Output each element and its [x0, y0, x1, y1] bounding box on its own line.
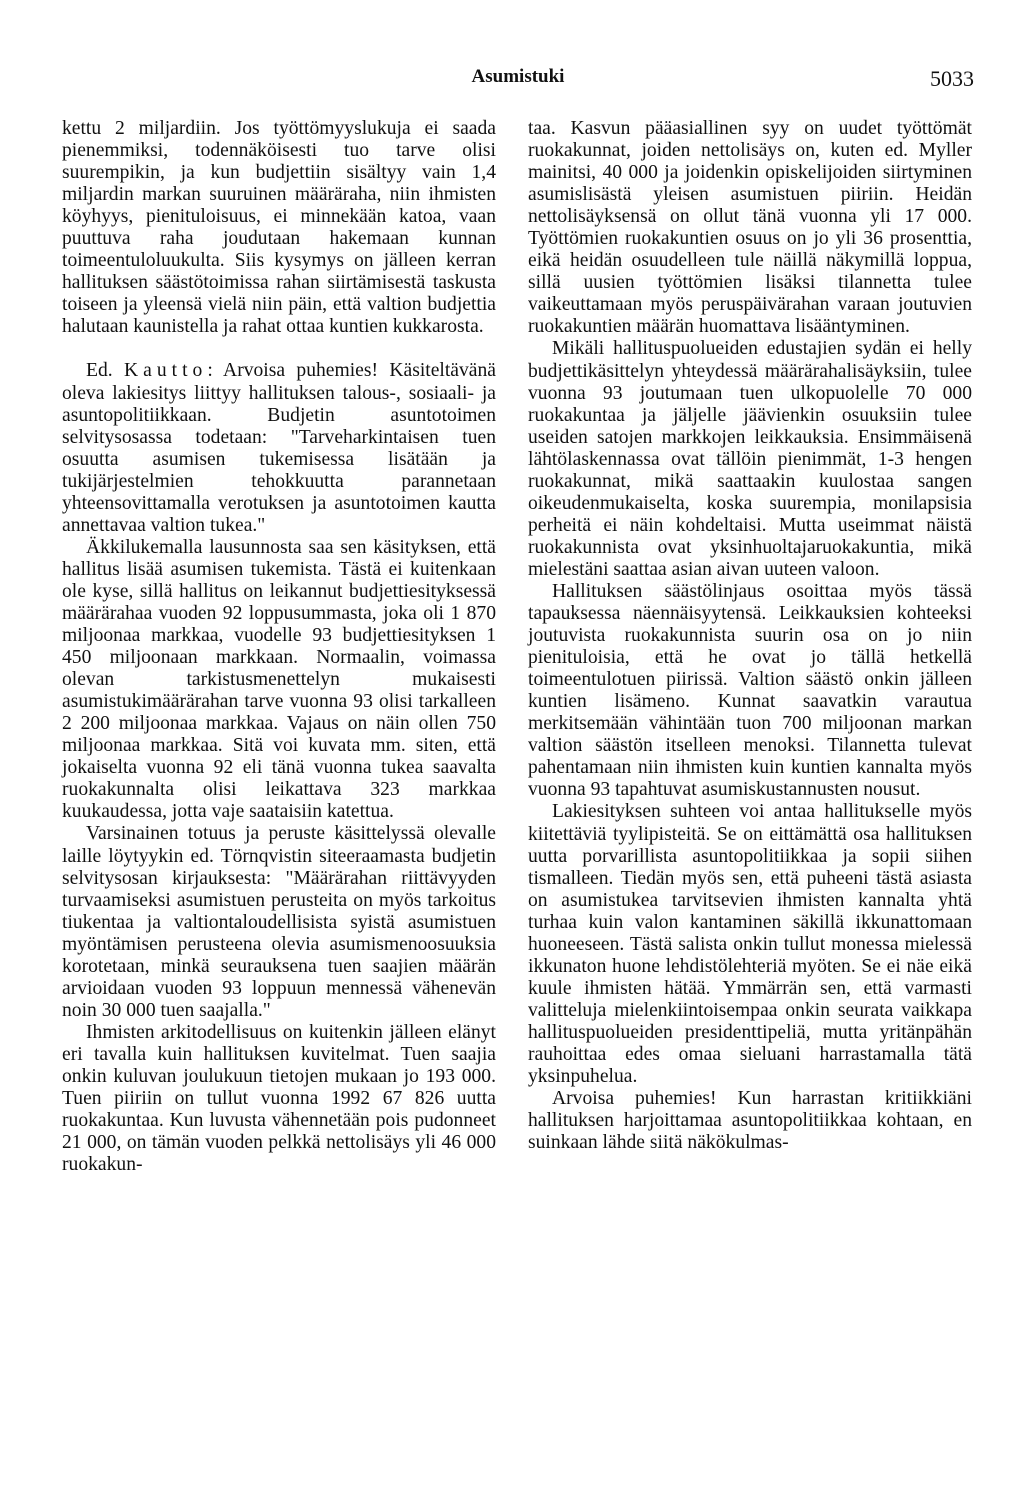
paragraph: kettu 2 miljardiin. Jos työttömyyslukuja ei saada pienemmiksi, todennäköisesti tuo tarve olisi suurempikin, ja kun budjettiin sisältyy vain 1,4 miljardin markan suuruinen määräraha, niin ihmisten köyhyys, pienituloisuus, ei minnekään katoa, vaan puuttuva raha joudutaan hakemaan kunnan toimeentuloluukulta. Siis kysymys on jälleen kerran hallituksen säästötoimissa rahan siirtämisestä taskusta toiseen ja yleensä vielä niin päin, että valtion budjettia halutaan kaunistella ja rahat ottaa kuntien kukkarosta. [62, 118, 496, 338]
speaker-prefix: Ed. [86, 360, 113, 382]
speech-text: : Arvoisa puhemies! Käsiteltävänä oleva lakiesitys liittyy hallituksen talous-, sosiaali- ja asuntopolitiikkaan. Budjetin asuntotoimen selvitysosassa todetaan: "Tarveharkintaisen tuen osuutta asumisen tukemisessa lisätään ja tukijärjestelmien tehokkuutta parannetaan yhteensovittamalla verotuksen ja asuntotoimen kautta annettavaa valtion tukea." [62, 360, 496, 536]
paragraph-gap [62, 338, 496, 360]
paragraph: Hallituksen säästölinjaus osoittaa myös tässä tapauksessa näennäisyytensä. Leikkauksien kohteeksi joutuvista ruokakunnista suurin osa on jo niin pienituloisia, että he ovat jo tällä hetkellä toimeentulotuen piirissä. Valtion säästö onkin jälleen kuntien lisämeno. Kunnat saavatkin varautua merkitsemään vähintään tuon 700 miljoonan markan valtion säästön itselleen menoksi. Tilannetta tulevat pahentamaan niin ihmisten kuin kuntien kannalta myös vuonna 93 tapahtuvat asumiskustannusten nousut. [528, 580, 972, 801]
right-column [528, 118, 972, 1154]
speaker-name: Kautto [124, 360, 208, 382]
paragraph: Mikäli hallituspuolueiden edustajien sydän ei helly budjettikäsittelyn yhteydessä määrärahalisäyksiin, tulee vuonna 93 joutumaan tuen ulkopuolelle 70 000 ruokakuntaa ja jäljelle jäävienkin osuuksiin tulee useiden satojen markkojen leikkauksia. Ensimmäisenä lähtölaskennassa ovat tällöin pienimmät, 1-3 hengen ruokakunnat, mikä saattaakin kuulostaa sangen oikeudenmukaiselta, koska suurempia, monilapsisia perheitä ei näin kohdeltaisi. Mutta useimmat näistä ruokakunnista ovat yksinhuoltajaruokakuntia, mikä mielestäni saattaa asian aivan uuteen valoon. [528, 338, 972, 580]
paragraph: Ihmisten arkitodellisuus on kuitenkin jälleen elänyt eri tavalla kuin hallituksen kuvitelmat. Tuen saajia onkin kuluvan joulukuun tietojen mukaan jo 193 000. Tuen piiriin on tullut vuonna 1992 67 826 uutta ruokakuntaa. Kun luvusta vähennetään pois pudonneet 21 000, on tämän vuoden pelkkä nettolisäys yli 46 000 ruokakun- [62, 1021, 496, 1176]
paragraph: Lakiesityksen suhteen voi antaa hallitukselle myös kiitettäviä tyylipisteitä. Se on eittämättä osa hallituksen uutta porvarillista asuntopolitiikkaa ja sopii siihen tismalleen. Tiedän myös sen, että puheeni tästä asiasta on asumistukea tarvitsevien ihmisten kannalta yhtä turhaa kuin valon kantaminen säkillä ikkunattomaan huoneeseen. Tästä salista onkin tullut monessa mielessä ikkunaton huone lehdistölehteriä myöten. Se ei näe eikä kuule ihmisten hätää. Ymmärrän sen, että varmasti valitteluja mielenkiintoisempaa onkin seurata vaikkapa hallituspuolueiden presidenttipeliä, mutta yritänpähän rauhoittaa edes omaa sieluani harrastamalla tätä yksinpuhelua. [528, 801, 972, 1088]
speaker-paragraph [62, 360, 496, 536]
paragraph: Varsinainen totuus ja peruste käsittelyssä olevalle laille löytyykin ed. Törnqvistin siteeraamasta budjetin selvitysosan kirjauksesta: "Määrärahan riittävyyden turvaamiseksi asumistuen perusteita on myös tarkoitus tiukentaa ja valtiontaloudellisista syistä asumistuen myöntämisen perusteena olevia asumismenoosuuksia korotetaan, minkä seurauksena tuen saajien määrän arvioidaan vuoden 93 loppuun mennessä vähenevän noin 30 000 tuen saajalla." [62, 823, 496, 1021]
paragraph: Äkkilukemalla lausunnosta saa sen käsityksen, että hallitus lisää asumisen tukemista. Tästä ei kuitenkaan ole kyse, sillä hallitus on leikannut budjettiesityksessä määrärahaa vuoden 92 loppusummasta, joka oli 1 870 miljoonaa markkaa, vuodelle 93 budjettiesityksen 1 450 miljoonaan markkaan. Normaalin, voimassa olevan tarkistusmenettelyn mukaisesti asumistukimäärärahan tarve vuonna 93 olisi tarkalleen 2 200 miljoonaa markkaa. Vajaus on näin ollen 750 miljoonaa markkaa. Sitä voi kuvata mm. siten, että jokaiselta vuonna 92 eli tänä vuonna tukea saavalta ruokakunnalta olisi leikattava 323 markkaa kuukaudessa, jotta vaje saataisiin katettua. [62, 536, 496, 823]
paragraph: Arvoisa puhemies! Kun harrastan kritiikkiäni hallituksen harjoittamaa asuntopolitiikkaa kohtaan, en suinkaan lähde siitä näkökulmas- [528, 1088, 972, 1154]
running-title: Asumistuki [471, 66, 565, 87]
page-number: 5033 [930, 66, 974, 91]
page-header [62, 66, 974, 96]
paragraph: taa. Kasvun pääasiallinen syy on uudet työttömät ruokakunnat, joiden nettolisäys on, kuten ed. Myller mainitsi, 40 000 ja joidenkin opiskelijoiden siirtyminen asumislisästä yleisen asumistuen piiriin. Heidän nettolisäyksensä on ollut tänä vuonna yli 17 000. Työttömien ruokakuntien osuus on jo yli 36 prosenttia, eikä heidän osuudelleen tule näillä näkymillä loppua, sillä uusien työttömien lisäksi tilannetta tulee vaikeuttamaan myös peruspäivärahan varaan joutuvien ruokakuntien määrän huomattava lisääntyminen. [528, 118, 972, 338]
left-column [62, 118, 496, 1176]
